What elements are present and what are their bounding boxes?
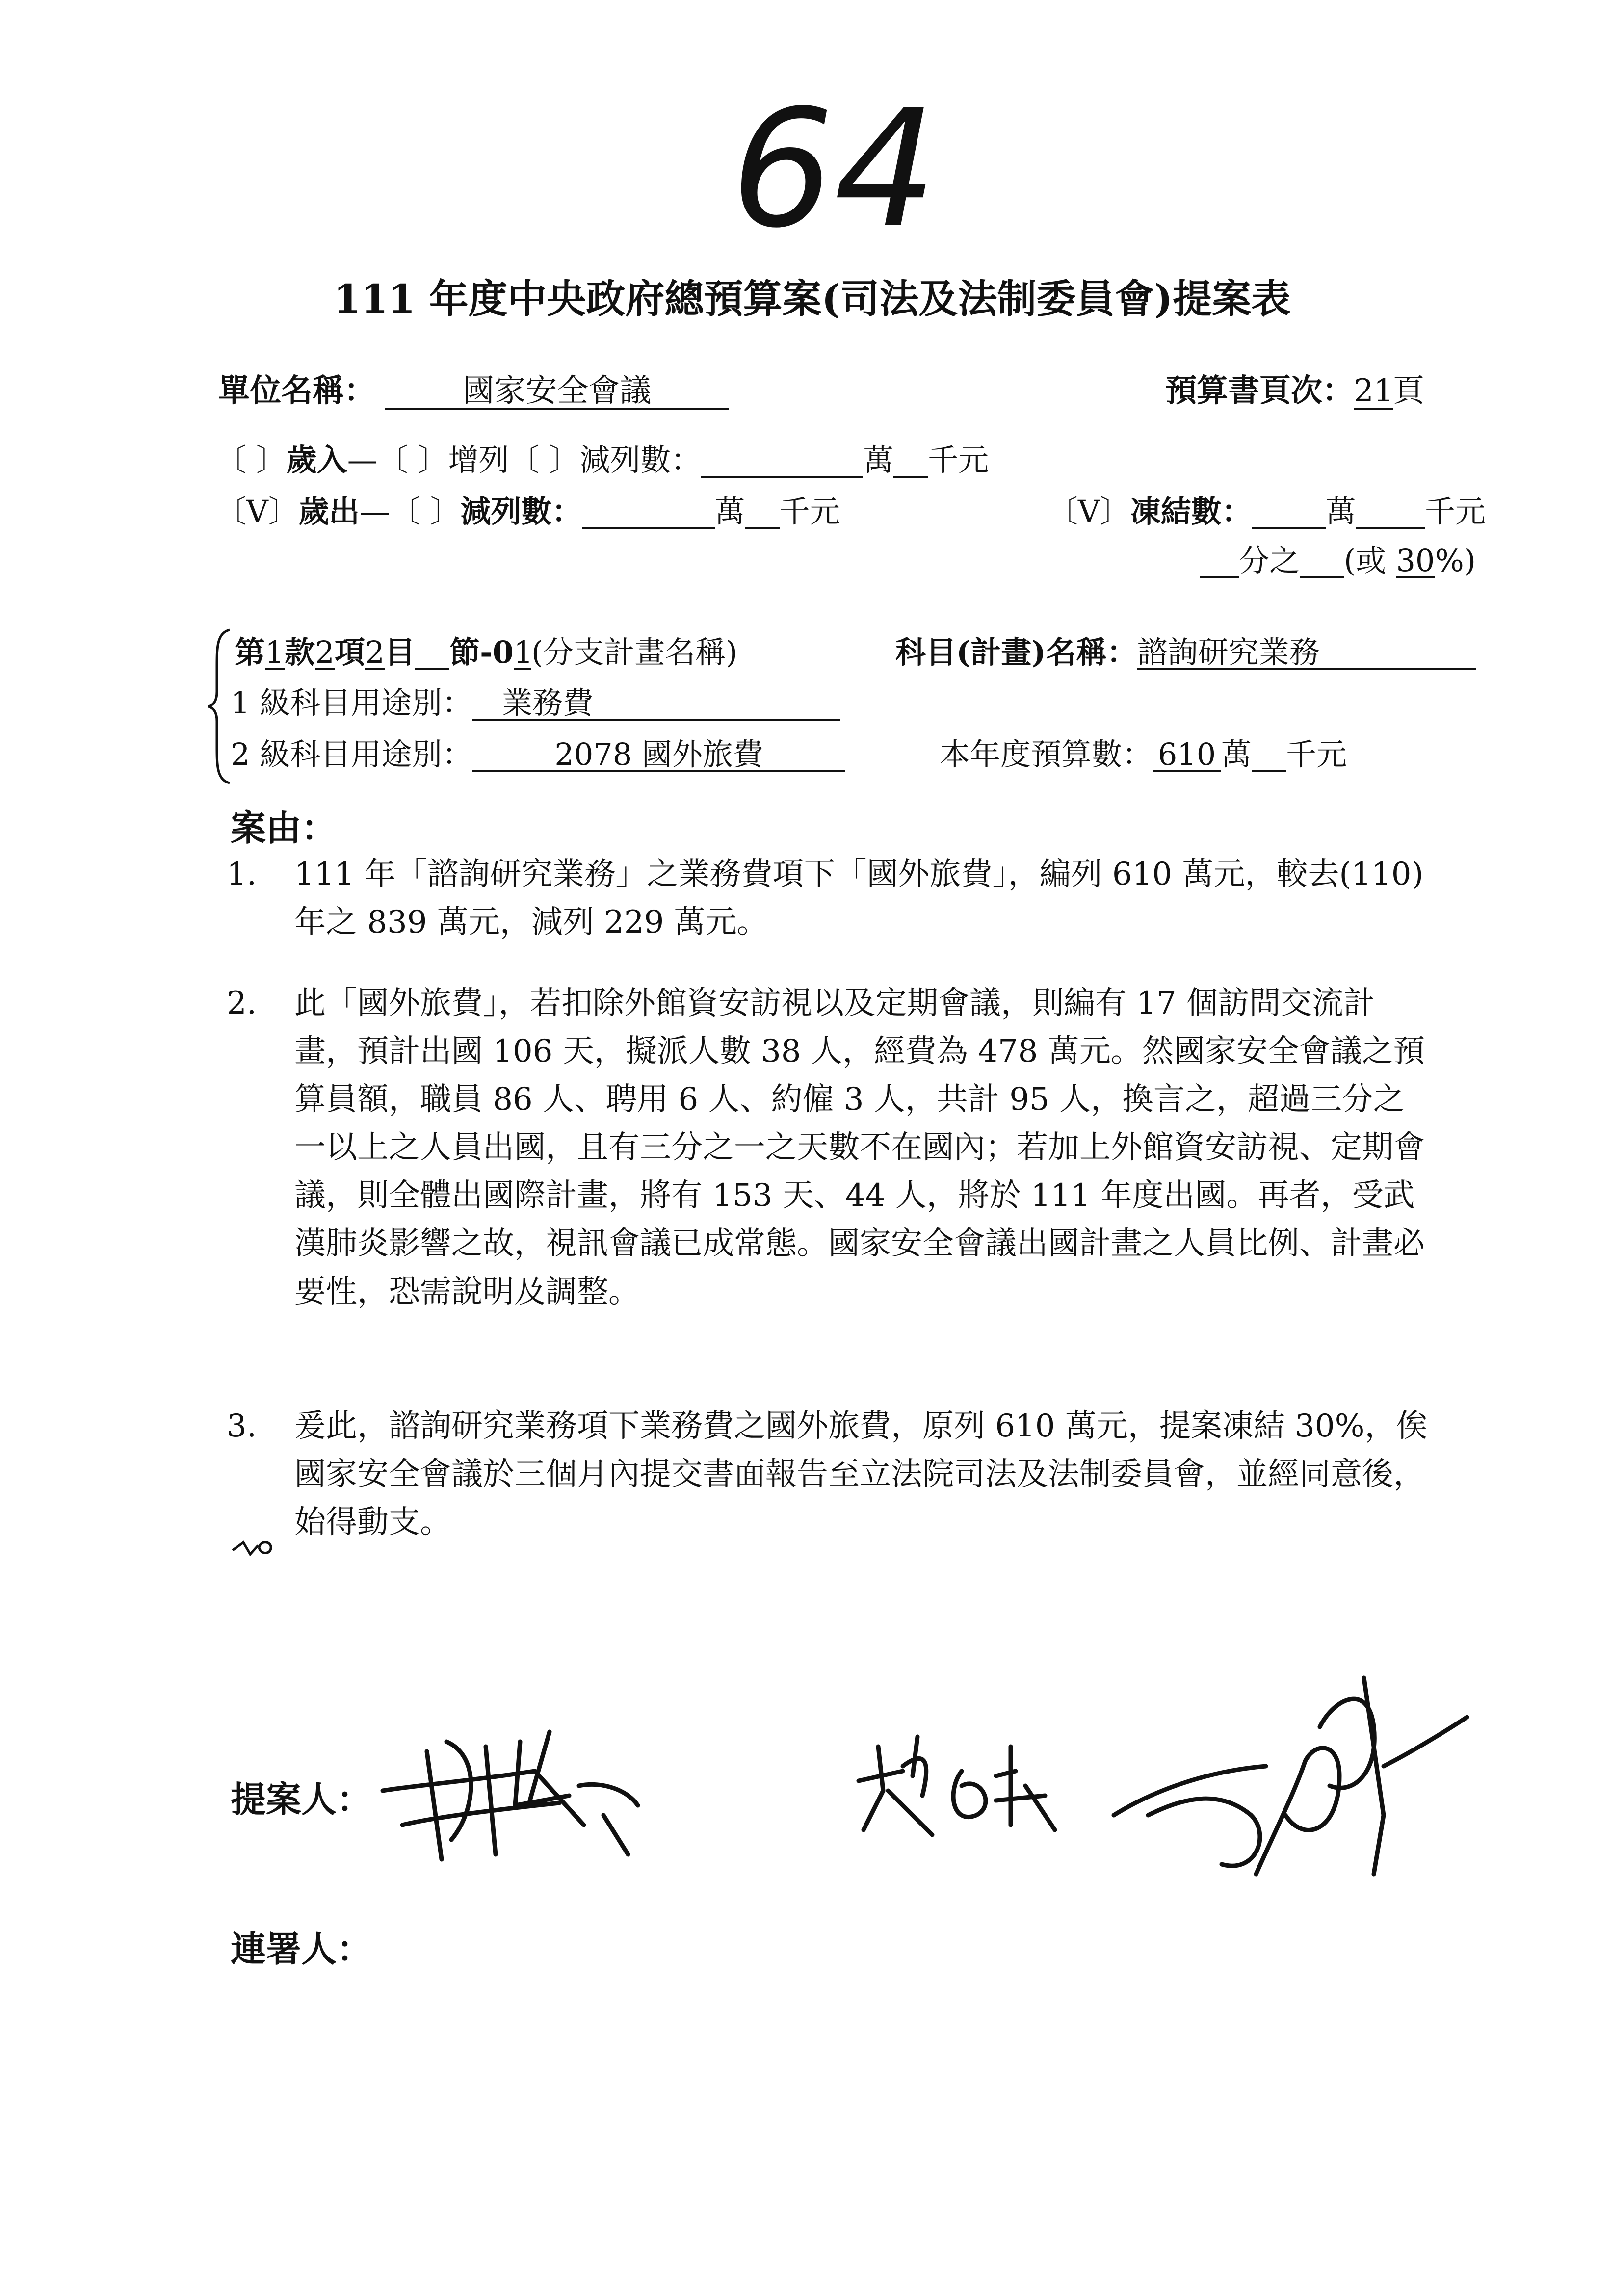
freeze-checkbox: 〔V〕 — [1048, 494, 1130, 529]
reason-heading: 案由： — [231, 807, 337, 849]
expense-dec-label: 減列數： — [460, 494, 582, 529]
fraction-paren: (或 — [1344, 543, 1396, 578]
expense-dec-checkbox: 〔 〕 — [390, 494, 461, 529]
signature-1 — [373, 1712, 687, 1874]
expense-wan: 萬 — [714, 494, 745, 529]
signature-3 — [1109, 1668, 1472, 1884]
level1-text: 業務費 — [502, 685, 594, 721]
revenue-dec-label: 減列數： — [579, 442, 702, 478]
freeze-amount-blank — [1252, 496, 1326, 529]
budget-page-suffix: 頁 — [1393, 373, 1424, 409]
current-budget-label: 本年度預算數： — [940, 736, 1153, 772]
page-number: 64 — [731, 75, 937, 263]
level1-value — [472, 687, 840, 721]
revenue-inc-checkbox: 〔 〕 — [377, 442, 448, 478]
revenue-qian-blank — [893, 444, 928, 478]
revenue-inc-label: 增列 — [448, 442, 509, 478]
current-budget-value: 610 — [1153, 738, 1221, 772]
expense-qian-blank — [745, 496, 780, 529]
fraction-row — [1200, 536, 1476, 580]
item-mu-value: 2 — [365, 634, 385, 670]
level1-label: 1 級科目用途別： — [231, 685, 473, 721]
revenue-dash: — — [347, 442, 378, 478]
cosigner-label: 連署人： — [231, 1928, 372, 1970]
reason-number-3: 3. — [227, 1408, 257, 1444]
expense-checkbox: 〔V〕 — [216, 494, 299, 529]
revenue-dec-checkbox: 〔 〕 — [509, 442, 580, 478]
budget-page-value: 21 — [1354, 373, 1394, 409]
item-xiang-value: 2 — [315, 634, 335, 670]
page-title: 111 年度中央政府總預算案(司法及法制委員會)提案表 — [333, 276, 1291, 322]
expense-dash: — — [359, 494, 390, 529]
expense-row — [216, 487, 840, 531]
unit-row — [218, 365, 729, 411]
current-budget-row — [940, 730, 1347, 774]
item-jie-blank — [415, 636, 449, 670]
fraction-label: 分之 — [1239, 543, 1300, 578]
item-subject-value: 諮詢研究業務 — [1137, 636, 1476, 670]
revenue-checkbox: 〔 〕 — [216, 442, 287, 478]
fraction-denominator-blank — [1200, 545, 1239, 578]
revenue-label: 歲入 — [286, 442, 347, 478]
revenue-row — [216, 436, 989, 479]
fraction-close: %) — [1435, 543, 1476, 578]
budget-page-row — [1165, 365, 1424, 411]
expense-qian: 千元 — [779, 494, 840, 529]
revenue-qian: 千元 — [928, 442, 989, 478]
level2-value: 2078 國外旅費 — [472, 738, 845, 772]
item-subject-row — [895, 628, 1476, 672]
reason-paragraph-3: 爰此，諮詢研究業務項下業務費之國外旅費，原列 610 萬元，提案凍結 30%，俟國家安全會議於三個月內提交書面報告至立法院司法及法制委員會，並經同意後，始得動支。 — [294, 1408, 1428, 1540]
reason-number-2: 2. — [227, 985, 257, 1021]
item-row-1 — [235, 628, 737, 672]
item-jie-label: 節-0 — [449, 634, 514, 670]
item-kuan-value: 1 — [265, 634, 285, 670]
reason-paragraph-2: 此「國外旅費」，若扣除外館資安訪視以及定期會議，則編有 17 個訪問交流計畫，預計出國 106 天，擬派人數 38 人，經費為 478 萬元。然國家安全會議之預算員額，職員 86 人、聘用 6 人、約僱 3 人，共計 95 人，換言之，超過三分之一以上之人員出國，且有三分之一之天數不在國內；若加上外館資安訪視、定期會議，則全體出國際計畫，將有 153 天、44 人，將於 111 年度出國。再者，受武漢肺炎影響之故，視訊會議已成常態。國家安全會議出國計畫之人員比例、計畫必要性，恐需說明及調整。 — [294, 985, 1425, 1310]
unit-label: 單位名稱： — [218, 372, 375, 409]
freeze-qian: 千元 — [1424, 494, 1486, 529]
budget-page-label: 預算書頁次： — [1165, 372, 1354, 409]
freeze-qian-blank — [1356, 496, 1425, 529]
item-mu-label: 目 — [385, 634, 416, 670]
revenue-amount-blank — [701, 444, 863, 478]
current-budget-qian-blank — [1252, 738, 1286, 772]
current-budget-wan: 萬 — [1221, 736, 1252, 772]
item-xiang-label: 項 — [335, 634, 366, 670]
item-sub-label: (分支計畫名稱) — [531, 634, 738, 670]
revenue-wan: 萬 — [863, 442, 894, 478]
item-subject-label: 科目(計畫)名稱： — [895, 634, 1137, 670]
margin-scribble-mark — [231, 1536, 275, 1560]
item-kuan-label: 款 — [285, 634, 315, 670]
signature-2 — [849, 1717, 1114, 1864]
reason-number-1: 1. — [227, 856, 257, 892]
item-row-3 — [231, 730, 845, 774]
freeze-label: 凍結數： — [1130, 494, 1252, 529]
proposer-label: 提案人： — [231, 1778, 372, 1820]
reason-paragraph-1: 111 年「諮詢研究業務」之業務費項下「國外旅費」，編列 610 萬元，較去(110)年之 839 萬元，減列 229 萬元。 — [294, 856, 1424, 940]
fraction-percent-value: 30 — [1396, 543, 1435, 578]
item-di: 第 — [235, 634, 265, 670]
freeze-wan: 萬 — [1325, 494, 1356, 529]
expense-label: 歲出 — [298, 494, 360, 529]
item-row-2 — [231, 678, 840, 722]
unit-value: 國家安全會議 — [385, 375, 729, 410]
fraction-numerator-blank — [1300, 545, 1344, 578]
item-jie-value: 1 — [513, 634, 533, 670]
expense-amount-blank — [582, 496, 715, 529]
freeze-row — [1048, 487, 1486, 531]
current-budget-qian: 千元 — [1286, 736, 1347, 772]
level2-label: 2 級科目用途別： — [231, 736, 473, 772]
